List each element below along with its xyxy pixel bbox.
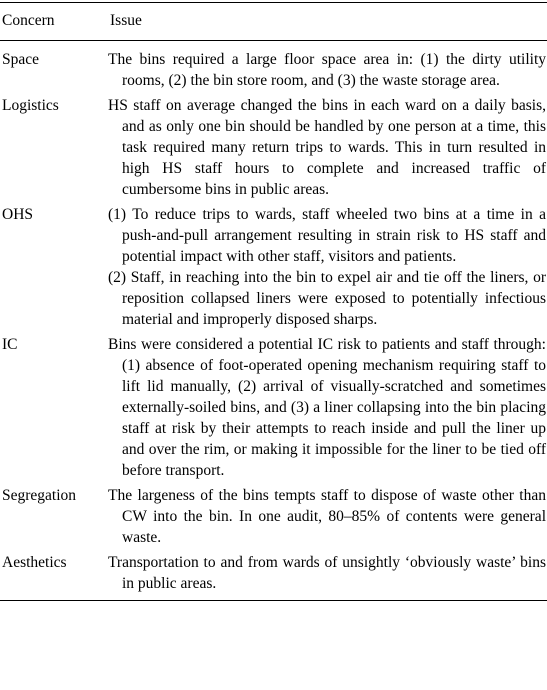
header-row xyxy=(0,3,547,41)
concern-cell: OHS xyxy=(2,206,34,223)
table-row xyxy=(0,334,547,485)
concern-cell: Segregation xyxy=(2,487,77,504)
concern-cell: IC xyxy=(2,336,18,353)
issue-paragraph: Bins were considered a potential IC risk to patients and staff through: (1) absence of foot-operated opening mechanism requiring staff to lift lid manually, (2) arrival of visually-scratched and sometimes externally-soiled bins, and (3) a liner collapsing into the bin placing staff at risk by their attempts to reach inside and pull the liner up and over the rim, or making it impossible for the liner to be tied off before transport. xyxy=(108,336,546,479)
issue-cell xyxy=(108,95,547,204)
issue-paragraph: The bins required a large floor space area in: (1) the dirty utility rooms, (2) the bin store room, and (3) the waste storage area. xyxy=(108,51,546,89)
table-row xyxy=(0,41,547,96)
table-header xyxy=(0,3,547,41)
issue-paragraph: The largeness of the bins tempts staff to dispose of waste other than CW into the bin. In one audit, 80–85% of contents were general waste. xyxy=(108,487,546,546)
table-row xyxy=(0,95,547,204)
issue-cell xyxy=(108,204,547,334)
concerns-table xyxy=(0,2,547,601)
header-issue: Issue xyxy=(110,12,142,29)
issue-paragraph: (1) To reduce trips to wards, staff wheeled two bins at a time in a push-and-pull arrangement resulting in strain risk to HS staff and potential impact with other staff, visitors and patients. xyxy=(108,206,546,265)
issue-cell xyxy=(108,485,547,552)
table-row xyxy=(0,552,547,601)
issue-cell xyxy=(108,334,547,485)
table-row xyxy=(0,485,547,552)
table-row xyxy=(0,204,547,334)
concern-cell: Logistics xyxy=(2,97,59,114)
table-body xyxy=(0,41,547,601)
issue-cell xyxy=(108,41,547,96)
issue-cell xyxy=(108,552,547,601)
issue-paragraph: (2) Staff, in reaching into the bin to expel air and tie off the liners, or reposition collapsed liners were exposed to potentially infectious material and improperly disposed sharps. xyxy=(108,269,546,328)
concern-cell: Space xyxy=(2,51,40,68)
issue-paragraph: Transportation to and from wards of unsightly ‘obviously waste’ bins in public areas. xyxy=(108,554,546,592)
header-concern: Concern xyxy=(2,12,55,29)
issue-paragraph: HS staff on average changed the bins in each ward on a daily basis, and as only one bin should be handled by one person at a time, this task required many return trips to wards. This in turn resulted in high HS staff hours to complete and increased traffic of cumbersome bins in public areas. xyxy=(108,97,546,198)
concern-cell: Aesthetics xyxy=(2,554,67,571)
